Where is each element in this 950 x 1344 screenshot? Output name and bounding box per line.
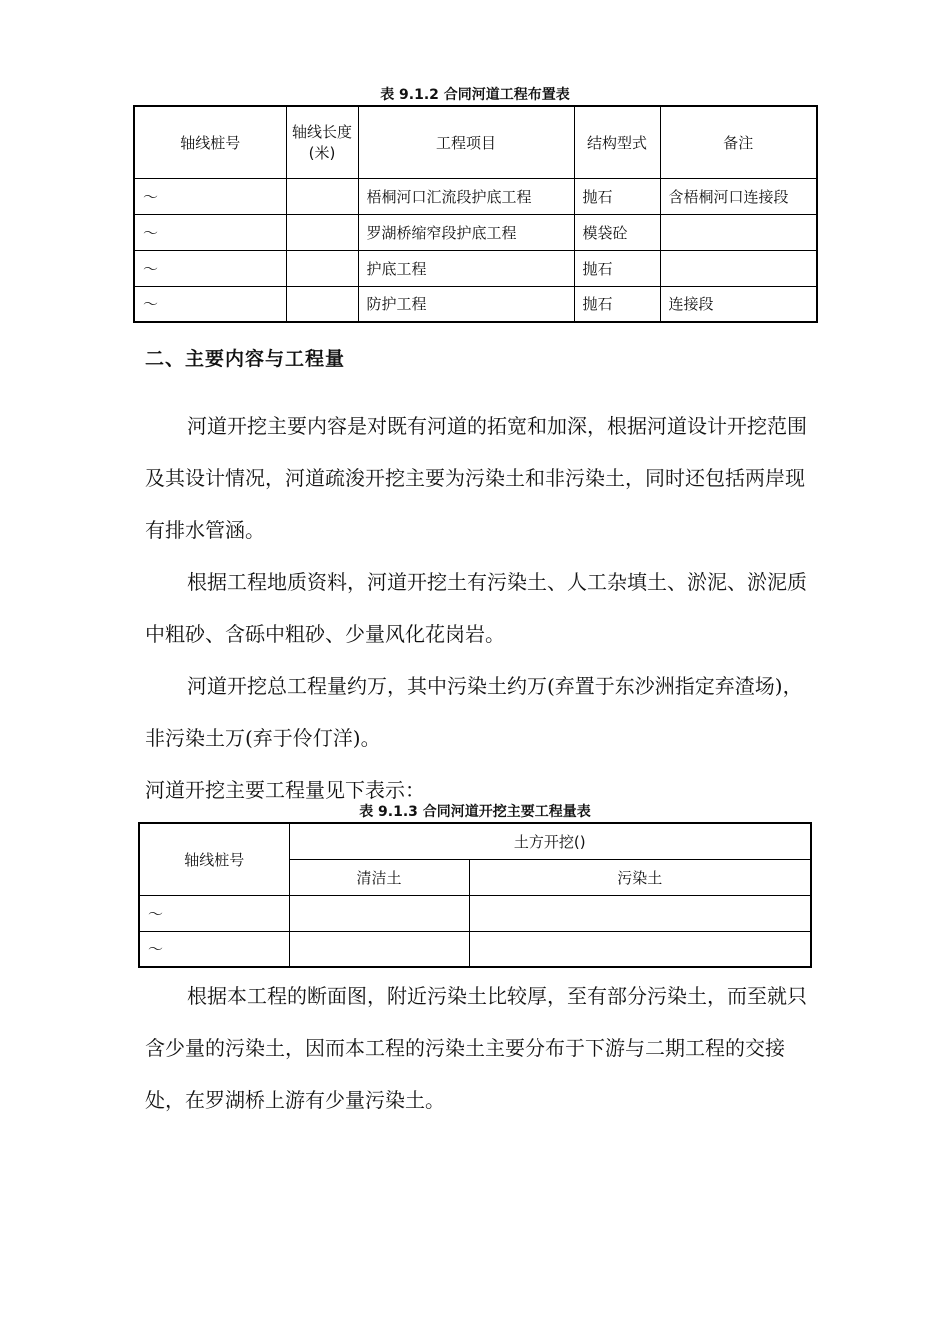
table-header-row xyxy=(139,823,811,859)
cell-structure: 抛石 xyxy=(574,286,660,322)
cell-polluted xyxy=(469,931,811,967)
closing-text xyxy=(145,970,815,1126)
table2-caption: 表 9.1.3 合同河道开挖主要工程量表 xyxy=(359,804,591,820)
header-earthwork: 土方开挖() xyxy=(289,823,811,859)
cell-project: 护底工程 xyxy=(358,250,574,286)
table-row xyxy=(134,286,817,322)
cell-remarks: 连接段 xyxy=(660,286,817,322)
section-heading: 二、主要内容与工程量 xyxy=(145,348,346,370)
cell-stake: ～ xyxy=(134,214,286,250)
header-length: 轴线长度(米) xyxy=(286,106,358,178)
header-remarks: 备注 xyxy=(660,106,817,178)
cell-clean xyxy=(289,931,469,967)
table-header-row xyxy=(134,106,817,178)
table-row xyxy=(134,250,817,286)
table-row xyxy=(139,895,811,931)
header-polluted-soil: 污染土 xyxy=(469,859,811,895)
cell-structure: 抛石 xyxy=(574,250,660,286)
cell-project: 罗湖桥缩窄段护底工程 xyxy=(358,214,574,250)
cell-remarks xyxy=(660,250,817,286)
cell-project: 防护工程 xyxy=(358,286,574,322)
cell-stake: ～ xyxy=(134,250,286,286)
paragraph: 河道开挖总工程量约万，其中污染土约万(弃置于东沙洲指定弃渣场)，非污染土万(弃于伶仃洋)。 xyxy=(145,674,803,750)
paragraph: 根据工程地质资料，河道开挖土有污染土、人工杂填土、淤泥、淤泥质中粗砂、含砾中粗砂、少量风化花岗岩。 xyxy=(145,570,807,646)
cell-stake: ～ xyxy=(134,178,286,214)
paragraph: 河道开挖主要工程量见下表示： xyxy=(145,778,425,802)
header-structure: 结构型式 xyxy=(574,106,660,178)
cell-stake: ～ xyxy=(139,895,289,931)
header-clean-soil: 清洁土 xyxy=(289,859,469,895)
body-text xyxy=(145,400,815,816)
cell-length xyxy=(286,250,358,286)
excavation-quantity-table xyxy=(138,822,812,968)
header-stake: 轴线桩号 xyxy=(139,823,289,895)
table-row xyxy=(139,931,811,967)
table-row xyxy=(134,178,817,214)
cell-polluted xyxy=(469,895,811,931)
cell-project: 梧桐河口汇流段护底工程 xyxy=(358,178,574,214)
table1-caption: 表 9.1.2 合同河道工程布置表 xyxy=(380,87,570,103)
header-project: 工程项目 xyxy=(358,106,574,178)
cell-remarks: 含梧桐河口连接段 xyxy=(660,178,817,214)
cell-length xyxy=(286,286,358,322)
table-row xyxy=(134,214,817,250)
cell-structure: 抛石 xyxy=(574,178,660,214)
paragraph: 根据本工程的断面图，附近污染土比较厚，至有部分污染土，而至就只含少量的污染土，因而本工程的污染土主要分布于下游与二期工程的交接处，在罗湖桥上游有少量污染土。 xyxy=(145,984,807,1112)
cell-stake: ～ xyxy=(134,286,286,322)
cell-stake: ～ xyxy=(139,931,289,967)
cell-length xyxy=(286,178,358,214)
engineering-layout-table xyxy=(133,105,818,323)
cell-clean xyxy=(289,895,469,931)
cell-length xyxy=(286,214,358,250)
header-stake: 轴线桩号 xyxy=(134,106,286,178)
paragraph: 河道开挖主要内容是对既有河道的拓宽和加深，根据河道设计开挖范围及其设计情况，河道疏浚开挖主要为污染土和非污染土，同时还包括两岸现有排水管涵。 xyxy=(145,414,807,542)
cell-remarks xyxy=(660,214,817,250)
cell-structure: 模袋砼 xyxy=(574,214,660,250)
